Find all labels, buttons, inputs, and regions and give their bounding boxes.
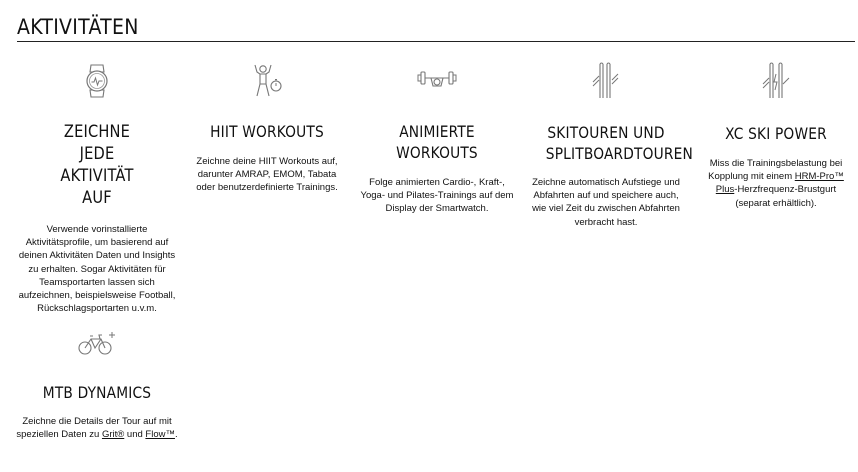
section-header — [17, 14, 855, 42]
description-text: Miss die Trainingsbelastung bei Kopplung mit einem — [708, 158, 843, 183]
card-ski-touring — [524, 62, 693, 229]
card-title: SKITOUREN UND SPLITBOARDTOUREN — [545, 123, 693, 163]
card-description: Zeichne deine HIIT Workouts auf, darunter AMRAP, EMOM, Tabata oder benutzerdefinierte Trainings. — [196, 156, 338, 194]
card-title: ZEICHNE JEDE AKTIVITÄT AUF — [60, 122, 134, 208]
description-text: Zeichne die Details der Tour auf mit speziellen Daten zu — [16, 416, 172, 441]
card-hiit-workouts — [188, 62, 346, 195]
description-text: . — [174, 429, 178, 441]
ski-touring-icon — [589, 62, 623, 102]
description-text: und — [124, 429, 146, 441]
card-title: ANIMIERTE WORKOUTS — [396, 122, 478, 162]
card-xc-ski-power — [697, 62, 855, 210]
xc-ski-power-icon — [758, 62, 794, 102]
card-description: Verwende vorinstallierte Aktivitätsprofile, um basierend auf deinen Aktivitäten Daten und Insights zu erhalten. Sogar Aktivitäten für Teamsportarten lassen sich aufzeichnen, beispielsweise Football, Rückschlagsportarten u.v.m. — [18, 224, 176, 315]
card-title: HIIT WORKOUTS — [210, 122, 324, 141]
card-description — [697, 157, 855, 210]
card-title: MTB DYNAMICS — [42, 383, 152, 402]
hiit-person-stopwatch-icon — [247, 62, 287, 100]
watch-icon — [81, 62, 113, 100]
card-description — [14, 415, 180, 441]
card-description: Zeichne automatisch Aufstiege und Abfahrten auf und speichere auch, wie viel Zeit du zwischen Abfahrten verbracht hast. — [532, 177, 680, 228]
animated-workout-barbell-icon — [416, 62, 458, 100]
grit-link[interactable]: Grit® — [101, 429, 125, 441]
card-record-activity — [14, 62, 180, 315]
card-title: XC SKI POWER — [725, 124, 827, 143]
card-animated-workouts — [356, 62, 518, 216]
card-mtb-dynamics — [14, 330, 180, 441]
hrm-pro-plus-link[interactable]: HRM-Pro™ Plus — [715, 171, 844, 196]
flow-link[interactable]: Flow™ — [145, 429, 175, 441]
mtb-bike-icon — [77, 330, 117, 358]
page-title: AKTIVITÄTEN — [17, 15, 139, 39]
description-text: -Herzfrequenz-Brustgurt (separat erhältlich). — [734, 184, 837, 209]
card-description: Folge animierten Cardio-, Kraft-, Yoga- und Pilates-Trainings auf dem Display der Smartwatch. — [360, 177, 514, 215]
